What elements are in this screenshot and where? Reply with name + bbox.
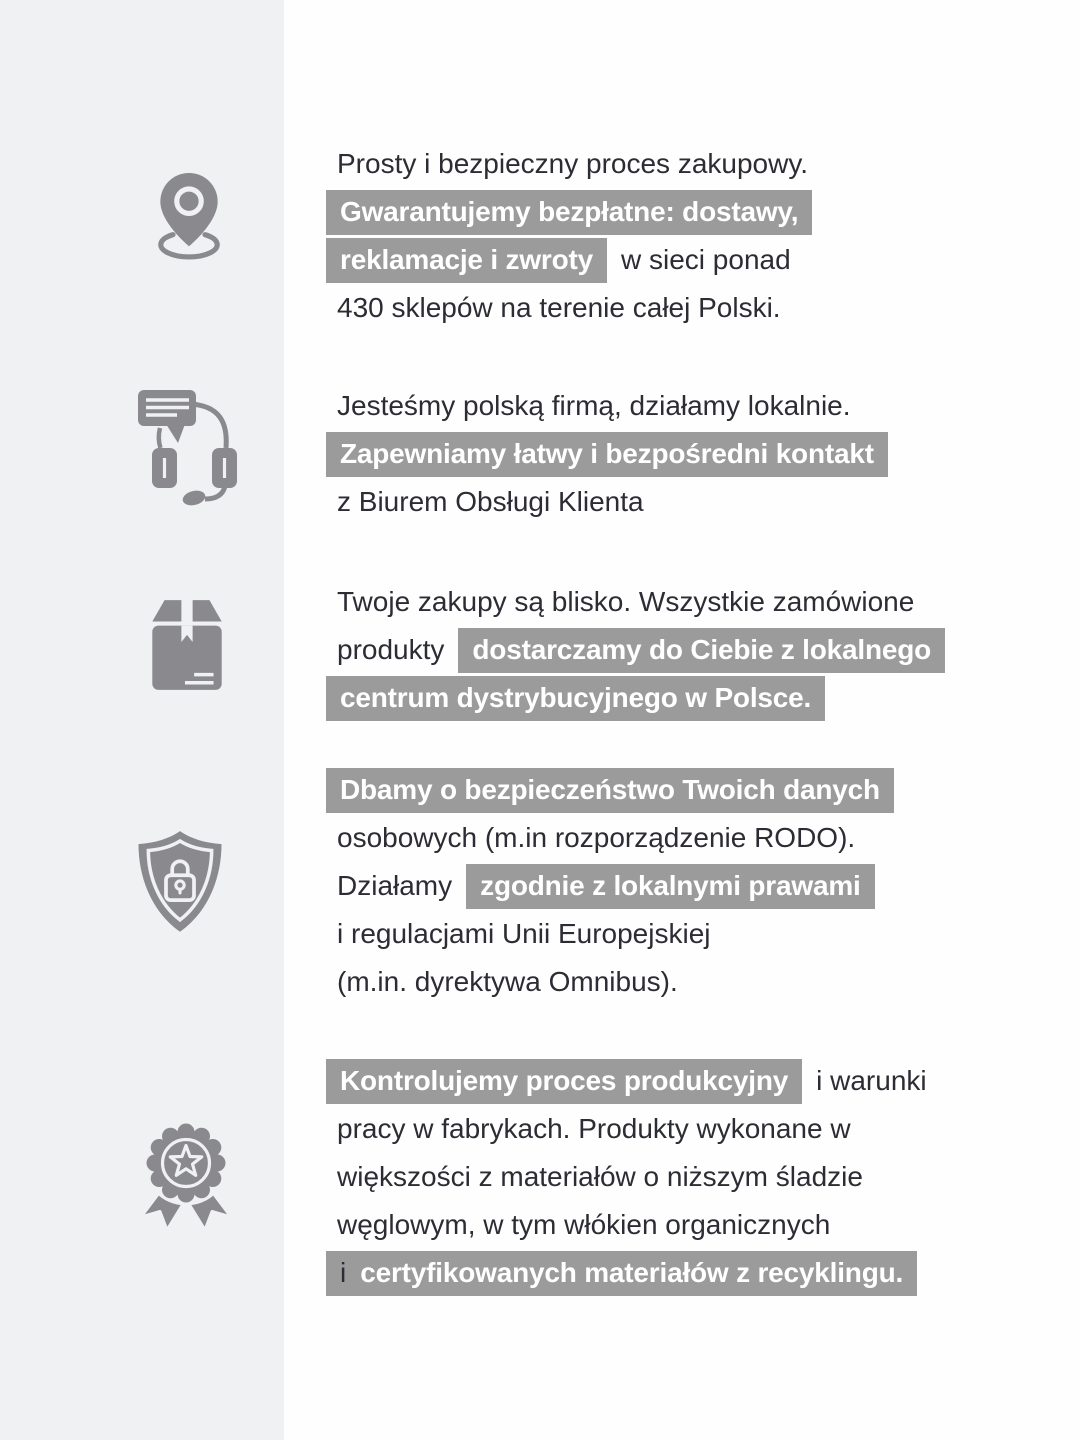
text-line [326,862,894,910]
text-segment: produkty [337,634,445,665]
highlighted-text-segment: zgodnie z lokalnymi prawami [466,864,874,909]
text-line [326,814,894,862]
headset-chat-icon [133,386,243,508]
text-segment: i regulacjami Unii Europejskiej [337,918,711,949]
text-line [326,674,945,722]
text-line [326,140,812,188]
text-line [326,284,812,332]
section-production-control [326,1057,927,1297]
text-line [326,958,894,1006]
section-customer-service [326,382,888,526]
text-segment: osobowych (m.in rozporządzenie RODO). [337,822,856,853]
text-segment: Prosty i bezpieczny proces zakupowy. [337,148,809,179]
text-segment: z Biurem Obsługi Klienta [337,486,644,517]
location-pin-icon [142,168,236,272]
highlighted-text-segment: Gwarantujemy bezpłatne: dostawy, [326,190,812,235]
text-line [326,578,945,626]
text-segment: większości z materiałów o niższym śladzie [337,1161,863,1192]
award-badge-icon [133,1115,239,1239]
highlighted-text-segment: centrum dystrybucyjnego w Polsce. [326,676,825,721]
text-segment: i [340,1257,347,1288]
package-box-icon [148,594,226,694]
highlighted-text-segment: dostarczamy do Ciebie z lokalnego [458,628,945,673]
section-data-security [326,766,894,1006]
text-line [326,1057,927,1105]
text-segment: w sieci ponad [621,244,791,275]
text-line [326,910,894,958]
shield-lock-icon [128,827,232,937]
highlighted-text-segment: Kontrolujemy proces produkcyjny [326,1059,802,1104]
text-line [326,188,812,236]
text-segment: Twoje zakupy są blisko. Wszystkie zamówione [337,586,915,617]
section-free-delivery [326,140,812,332]
text-segment: Działamy [337,870,453,901]
text-line [326,236,812,284]
text-line [326,478,888,526]
highlight-strip [326,1251,917,1296]
text-line [326,1105,927,1153]
text-segment: pracy w fabrykach. Produkty wykonane w [337,1113,851,1144]
text-line [326,430,888,478]
text-segment: i warunki [816,1065,927,1096]
text-line [326,626,945,674]
text-line [326,1249,927,1297]
text-line [326,1201,927,1249]
text-line [326,1153,927,1201]
text-segment: (m.in. dyrektywa Omnibus). [337,966,678,997]
text-segment: Jesteśmy polską firmą, działamy lokalnie. [337,390,851,421]
text-segment: węglowym, w tym włókien organicznych [337,1209,831,1240]
section-local-distribution [326,578,945,722]
text-line [326,382,888,430]
text-line [326,766,894,814]
highlighted-text-segment: Zapewniamy łatwy i bezpośredni kontakt [326,432,888,477]
highlighted-text-segment: certyfikowanych materiałów z recyklingu. [360,1257,904,1288]
text-segment: 430 sklepów na terenie całej Polski. [337,292,781,323]
highlighted-text-segment: reklamacje i zwroty [326,238,607,283]
highlighted-text-segment: Dbamy o bezpieczeństwo Twoich danych [326,768,894,813]
